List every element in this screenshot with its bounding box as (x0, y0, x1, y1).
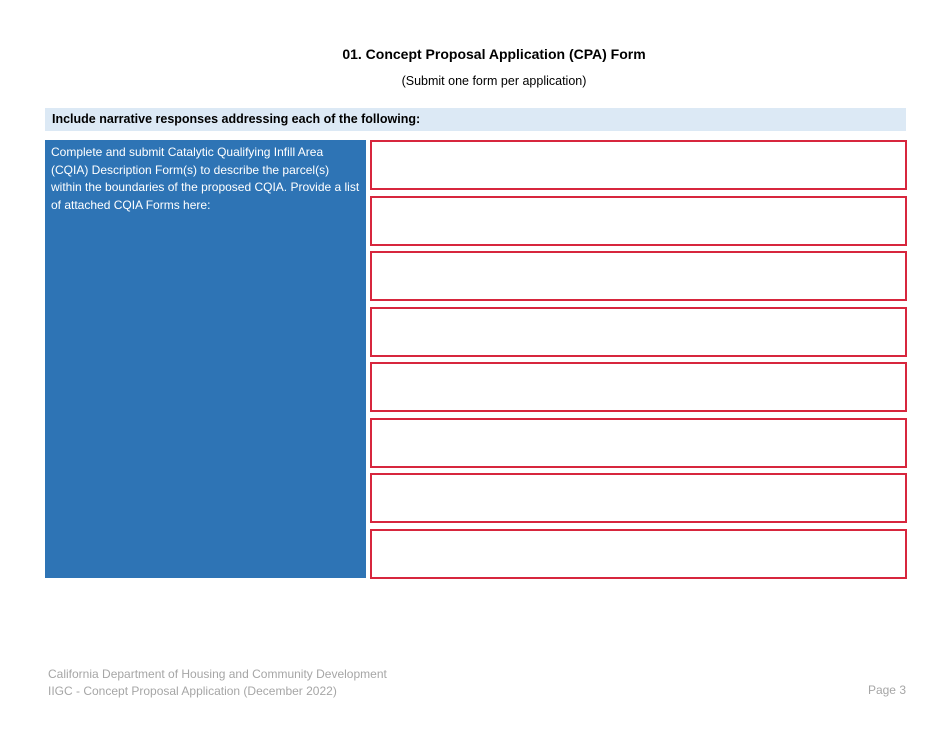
cqia-prompt-text: Complete and submit Catalytic Qualifying Infill Area (CQIA) Description Form(s) to describe the parcel(s) within the boundaries of the proposed CQIA. Provide a list of attached CQIA Forms here: (51, 145, 360, 212)
cqia-form-field-1[interactable] (370, 140, 907, 190)
cqia-form-field-5[interactable] (370, 362, 907, 412)
cqia-prompt-cell (45, 140, 366, 578)
section-header: Include narrative responses addressing each of the following: (45, 108, 906, 131)
footer-agency: California Department of Housing and Community Development (48, 667, 387, 681)
cqia-form-field-4[interactable] (370, 307, 907, 357)
page-subtitle: (Submit one form per application) (401, 74, 587, 88)
page-number: Page 3 (867, 683, 906, 697)
cqia-form-field-7[interactable] (370, 473, 907, 523)
cqia-form-field-6[interactable] (370, 418, 907, 468)
footer-document: IIGC - Concept Proposal Application (December 2022) (48, 684, 337, 698)
footer-info (48, 666, 387, 700)
page-title: 01. Concept Proposal Application (CPA) Form (342, 46, 646, 62)
cqia-form-field-8[interactable] (370, 529, 907, 579)
cqia-form-field-3[interactable] (370, 251, 907, 301)
cqia-form-field-2[interactable] (370, 196, 907, 246)
